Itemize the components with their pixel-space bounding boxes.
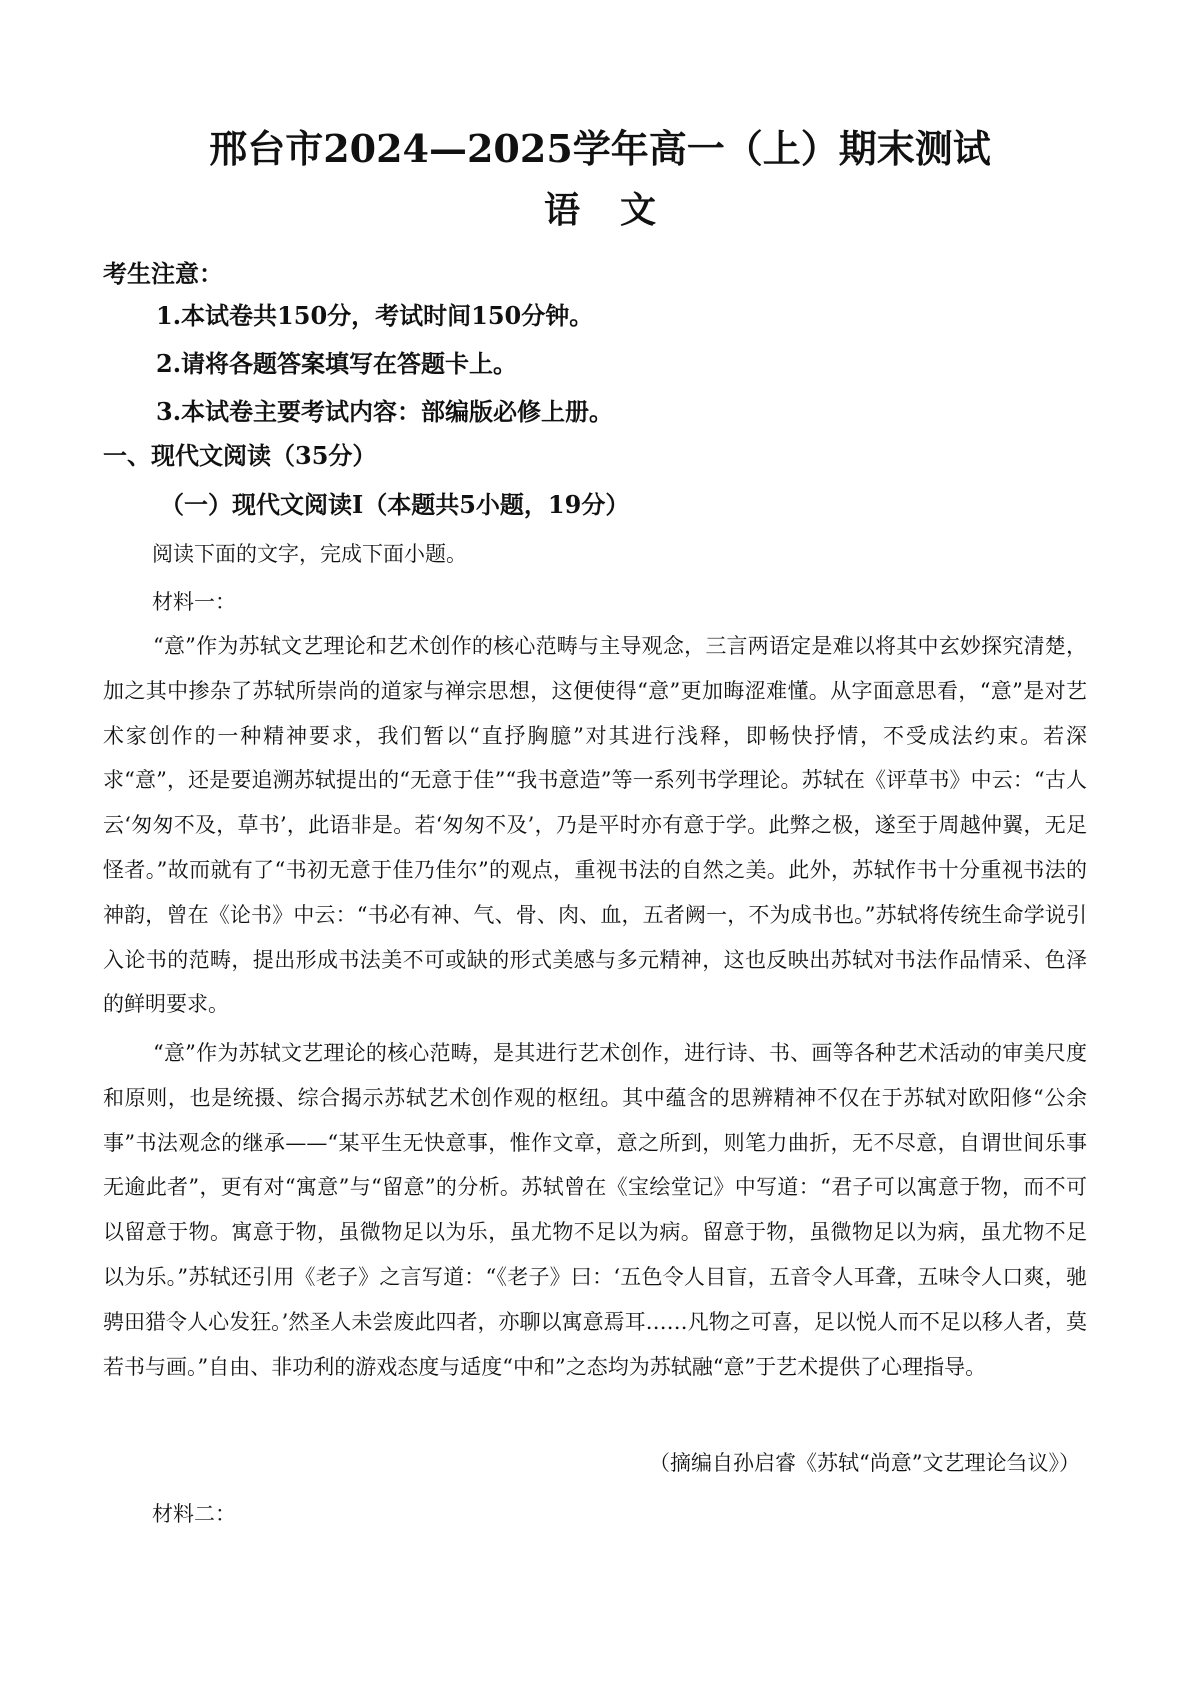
notice-item-2: 2.请将各题答案填写在答题卡上。 [156,349,518,378]
subsection-heading: （一）现代文阅读Ⅰ（本题共5小题，19分） [160,490,630,519]
material-1-paragraph-1: “意”作为苏轼文艺理论和艺术创作的核心范畴与主导观念，三言两语定是难以将其中玄妙探究清楚，加之其中掺杂了苏轼所崇尚的道家与禅宗思想，这便使得“意”更加晦涩难懂。从字面意思看，“意”是对艺术家创作的一种精神要求，我们暂以“直抒胸臆”对其进行浅释，即畅快抒情，不受成法约束。若深求“意”，还是要追溯苏轼提出的“无意于佳”“我书意造”等一系列书学理论。苏轼在《评草书》中云：“古人云‘匆匆不及，草书’，此语非是。若‘匆匆不及’，乃是平时亦有意于学。此弊之极，遂至于周越仲翼，无足怪者。”故而就有了“书初无意于佳乃佳尔”的观点，重视书法的自然之美。此外，苏轼作书十分重视书法的神韵，曾在《论书》中云：“书必有神、气、骨、肉、血，五者阙一，不为成书也。”苏轼将传统生命学说引入论书的范畴，提出形成书法美不可或缺的形式美感与多元精神，这也反映出苏轼对书法作品情采、色泽的鲜明要求。 [103,634,1087,1017]
notice-item-3: 3.本试卷主要考试内容：部编版必修上册。 [156,397,614,426]
exam-title: 邢台市2024—2025学年高一（上）期末测试 [209,126,991,171]
section-heading: 一、现代文阅读（35分） [103,441,377,470]
material-1-label: 材料一： [152,590,236,614]
material-2-label: 材料二： [152,1502,236,1526]
source-citation: （摘编自孙启睿《苏轼“尚意”文艺理论刍议》） [649,1451,1080,1475]
material-1-paragraph-2: “意”作为苏轼文艺理论的核心范畴，是其进行艺术创作，进行诗、书、画等各种艺术活动的审美尺度和原则，也是统摄、综合揭示苏轼艺术创作观的枢纽。其中蕴含的思辨精神不仅在于苏轼对欧阳修“公余事”书法观念的继承——“某平生无快意事，惟作文章，意之所到，则笔力曲折，无不尽意，自谓世间乐事无逾此者”，更有对“寓意”与“留意”的分析。苏轼曾在《宝绘堂记》中写道：“君子可以寓意于物，而不可以留意于物。寓意于物，虽微物足以为乐，虽尤物不足以为病。留意于物，虽微物足以为病，虽尤物不足以为乐。”苏轼还引用《老子》之言写道：“《老子》曰：‘五色令人目盲，五音令人耳聋，五味令人口爽，驰骋田猎令人心发狂。’然圣人未尝废此四者，亦聊以寓意焉耳……凡物之可喜，足以悦人而不足以移人者，莫若书与画。”自由、非功利的游戏态度与适度“中和”之态均为苏轼融“意”于艺术提供了心理指导。 [103,1041,1087,1379]
reading-instruction: 阅读下面的文字，完成下面小题。 [152,542,467,566]
subject-title: 语文 [543,189,696,231]
notice-heading: 考生注意： [103,259,223,288]
notice-item-1: 1.本试卷共150分，考试时间150分钟。 [156,301,594,330]
